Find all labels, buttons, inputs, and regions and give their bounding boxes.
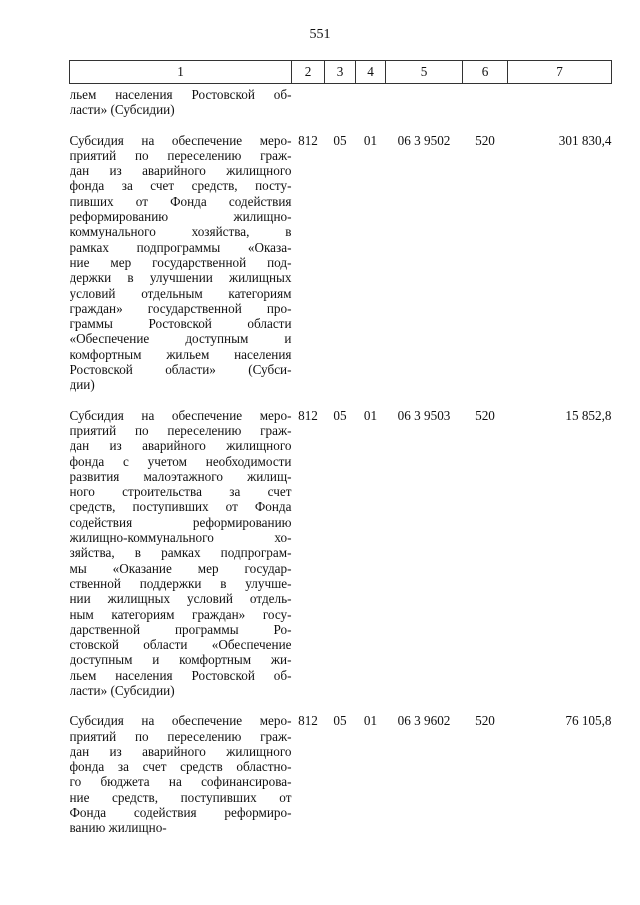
description-line: приятий по переселению граж- bbox=[69, 728, 292, 744]
description-line: Субсидия на обеспечение меро- bbox=[69, 407, 292, 423]
description-line: приятий по переселению граж- bbox=[69, 147, 292, 163]
description-line: ние средств, поступивших от bbox=[69, 789, 292, 805]
description-line: граммы Ростовской области bbox=[69, 316, 292, 332]
description-line: ласти» (Субсидии) bbox=[69, 102, 175, 118]
description-line: ного строительства за счет bbox=[69, 484, 292, 500]
expense-type-code-cell bbox=[463, 84, 508, 118]
description-line: рамках подпрограммы «Оказа- bbox=[69, 239, 292, 255]
description-line: фонда за счет средств, посту- bbox=[69, 178, 292, 194]
description-line: стовской области «Обеспечение bbox=[69, 637, 292, 653]
table-row bbox=[70, 84, 612, 118]
description-line: приятий по переселению граж- bbox=[69, 422, 292, 438]
amount-value-cell: 301 830,4 bbox=[558, 132, 612, 148]
subsection-code-cell: 01 bbox=[363, 132, 378, 148]
description-line: фонда с учетом необходимости bbox=[69, 453, 292, 469]
expense-type-code-cell: 520 bbox=[475, 132, 495, 148]
row-spacer bbox=[70, 698, 612, 713]
description-line: ласти» (Субсидии) bbox=[69, 682, 175, 698]
amount-value-cell: 15 852,8 bbox=[565, 407, 612, 423]
column-header-section: 3 bbox=[325, 61, 356, 84]
column-header-subsection: 4 bbox=[356, 61, 386, 84]
description-line: дарственной программы Ро- bbox=[69, 621, 292, 637]
ministry-code-cell: 812 bbox=[298, 407, 318, 423]
expense-type-code-cell: 520 bbox=[475, 713, 495, 729]
description-cell bbox=[70, 133, 292, 393]
description-line: содействия реформированию bbox=[69, 514, 292, 530]
description-line: условий отдельным категориям bbox=[69, 285, 292, 301]
column-header-description: 1 bbox=[70, 61, 292, 84]
ministry-code-cell bbox=[292, 84, 325, 118]
description-line: дии) bbox=[69, 377, 95, 393]
description-line: мы «Оказание мер государ- bbox=[69, 560, 292, 576]
target-code-cell bbox=[386, 84, 463, 118]
section-code-cell: 05 bbox=[333, 713, 347, 729]
description-line: комфортным жильем населения bbox=[69, 346, 292, 362]
expense-type-code-cell: 520 bbox=[475, 407, 495, 423]
subsection-code-cell bbox=[356, 84, 386, 118]
ministry-code-cell: 812 bbox=[298, 713, 318, 729]
description-line: граждан» государственной про- bbox=[69, 300, 292, 316]
column-header-amount: 7 bbox=[508, 61, 612, 84]
description-line: развития малоэтажного жилищ- bbox=[69, 468, 292, 484]
table-row bbox=[70, 713, 612, 835]
section-code-cell: 05 bbox=[333, 407, 347, 423]
subsection-code-cell: 01 bbox=[363, 713, 378, 729]
target-code-cell: 06 3 9602 bbox=[397, 713, 451, 729]
row-spacer bbox=[70, 393, 612, 408]
section-code-cell bbox=[325, 84, 356, 118]
target-code-cell: 06 3 9502 bbox=[397, 132, 451, 148]
description-line: Субсидия на обеспечение меро- bbox=[69, 132, 292, 148]
description-line: ванию жилищно- bbox=[69, 820, 167, 836]
description-line: дан из аварийного жилищного bbox=[69, 163, 292, 179]
row-spacer-cell bbox=[70, 118, 612, 133]
budget-table bbox=[69, 60, 612, 836]
column-header-target: 5 bbox=[386, 61, 463, 84]
table-header-row bbox=[70, 61, 612, 84]
table-row bbox=[70, 133, 612, 393]
description-line: пивших от Фонда содействия bbox=[69, 193, 292, 209]
table-row bbox=[70, 408, 612, 699]
table-body bbox=[70, 84, 612, 836]
description-line: льем населения Ростовской об- bbox=[69, 87, 292, 102]
description-line: доступным и комфортным жи- bbox=[69, 652, 292, 668]
description-line: коммунального хозяйства, в bbox=[69, 224, 292, 240]
description-line: Фонда содействия реформиро- bbox=[69, 805, 292, 821]
description-line: зяйства, в рамках подпрограм- bbox=[69, 545, 292, 561]
description-line: реформированию жилищно- bbox=[69, 209, 292, 225]
description-line: средств, поступивших от Фонда bbox=[69, 499, 292, 515]
description-line: го бюджета на софинансирова- bbox=[69, 774, 292, 790]
page-number: 551 bbox=[309, 27, 331, 42]
description-line: Субсидия на обеспечение меро- bbox=[69, 713, 292, 729]
description-line: жилищно-коммунального хо- bbox=[69, 530, 292, 546]
description-line: дан из аварийного жилищного bbox=[69, 743, 292, 759]
description-line: нии жилищных условий отдель- bbox=[69, 591, 292, 607]
description-line: ным категориям граждан» госу- bbox=[69, 606, 292, 622]
description-line: фонда за счет средств областно- bbox=[69, 759, 292, 775]
description-cell bbox=[70, 408, 292, 699]
description-line: держки в улучшении жилищных bbox=[69, 270, 292, 286]
row-spacer-cell bbox=[70, 393, 612, 408]
description-line: дан из аварийного жилищного bbox=[69, 438, 292, 454]
description-cell bbox=[70, 84, 292, 118]
section-code-cell: 05 bbox=[333, 132, 347, 148]
row-spacer bbox=[70, 118, 612, 133]
subsection-code-cell: 01 bbox=[363, 407, 378, 423]
description-line: ственной поддержки в улучше- bbox=[69, 575, 292, 591]
column-header-type: 6 bbox=[463, 61, 508, 84]
description-line: льем населения Ростовской об- bbox=[69, 667, 292, 683]
description-line: «Обеспечение доступным и bbox=[69, 331, 292, 347]
amount-value-cell: 76 105,8 bbox=[565, 713, 612, 729]
column-header-ministry: 2 bbox=[292, 61, 325, 84]
description-line: ние мер государственной под- bbox=[69, 254, 292, 270]
row-spacer-cell bbox=[70, 698, 612, 713]
target-code-cell: 06 3 9503 bbox=[397, 407, 451, 423]
description-line: Ростовской области» (Субси- bbox=[69, 362, 292, 378]
ministry-code-cell: 812 bbox=[298, 132, 318, 148]
amount-value-cell bbox=[508, 84, 612, 118]
description-cell bbox=[70, 713, 292, 835]
